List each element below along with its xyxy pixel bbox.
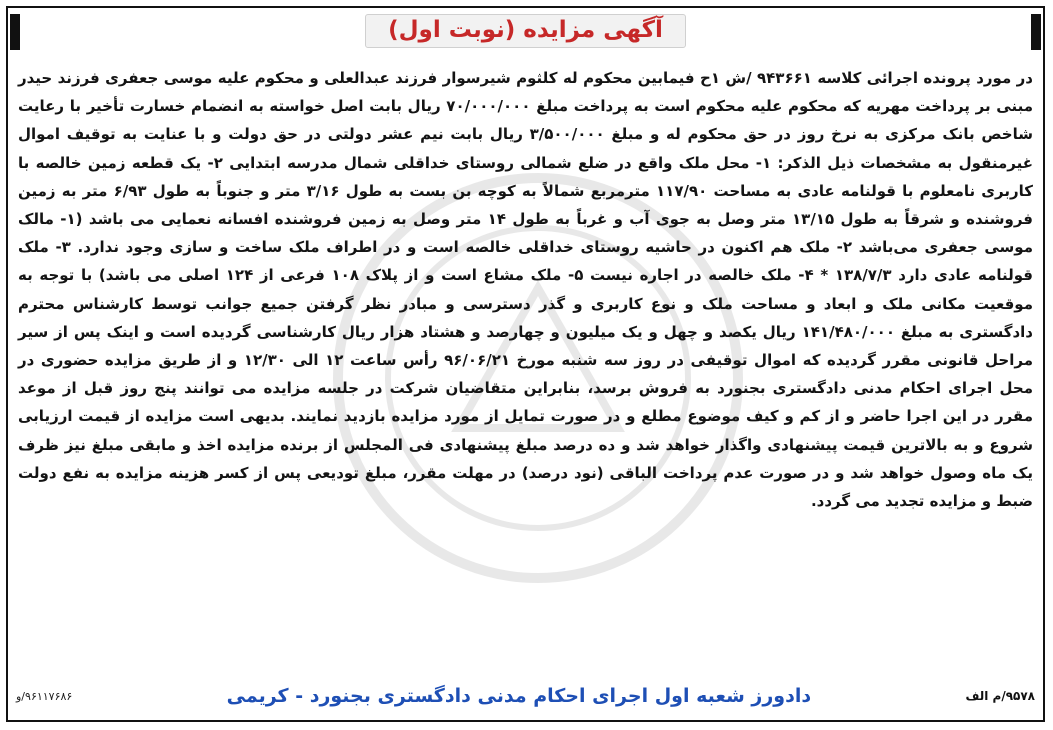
notice-frame <box>6 6 1045 722</box>
notice-footer <box>16 674 1035 718</box>
frame-corner-left <box>10 14 20 50</box>
frame-corner-right <box>1031 14 1041 50</box>
notice-body: در مورد پرونده اجرائی کلاسه ۹۴۳۶۶۱ /ش ۱ح فیمابین محکوم له کلثوم شیرسوار فرزند عبدالعلی و محکوم علیه موسی جعفری فرزند حیدر مبنی بر پرداخت مهریه که محکوم علیه محکوم است به پرداخت مبلغ ۷۰/۰۰۰/۰۰۰ ریال بابت اصل خواسته به انضمام خسارت تأخیر با رعایت شاخص بانک مرکزی به نرخ روز در حق محکوم له و مبلغ ۳/۵۰۰/۰۰۰ ریال بابت نیم عشر دولتی در حق دولت و با عنایت به توقیف اموال غیرمنقول به مشخصات ذیل الذکر: ۱- محل ملک واقع در ضلع شمالی روستای خداقلی شمال مدرسه ابتدایی ۲- یک قطعه زمین خالصه با کاربری نامعلوم با قولنامه عادی به مساحت ۱۱۷/۹۰ مترمربع شمالاً به کوچه بن بست به طول ۳/۱۶ متر و جنوباً به طول ۶/۹۳ متر به زمین فروشنده و شرقاً به طول ۱۳/۱۵ متر وصل به جوی آب و غرباً به طول ۱۴ متر وصل به زمین فروشنده افسانه نعمایی می باشد (۱- مالک موسی جعفری می‌باشد ۲- ملک هم اکنون در حاشیه روستای خداقلی خالصه است و در اطراف ملک ساخت و سازی وجود ندارد. ۳- ملک قولنامه عادی دارد ۱۳۸/۷/۳ * ۴- ملک خالصه در اجاره نیست ۵- ملک مشاع است و از پلاک ۱۰۸ فرعی از ۱۲۴ اصلی می باشد) با توجه به موقعیت مکانی ملک و ابعاد و مساحت ملک و نوع کاربری و گذر دسترسی و مبادر نظر گرفتن جمیع جوانب توسط کارشناس محترم دادگستری به مبلغ ۱۴۱/۴۸۰/۰۰۰ ریال یکصد و چهل و یک میلیون و چهارصد و هشتاد هزار ریال کارشناسی گردیده است و اینک پس از سیر مراحل قانونی مقرر گردیده که اموال توقیفی در روز سه شنبه مورخ ۹۶/۰۶/۲۱ رأس ساعت ۱۲ الی ۱۲/۳۰ و از طریق مزایده حضوری در محل اجرای احکام مدنی دادگستری بجنورد به فروش برسد، بنابراین متقاضیان شرکت در جلسه مزایده می توانند پنج روز قبل از موعد مقرر در این اجرا حاضر و از کم و کیف موضوع مطلع و در صورت تمایل از مورد مزایده بازدید نمایند. بدیهی است مزایده از قیمت ارزیابی شروع و به بالاترین قیمت پیشنهادی واگذار خواهد شد و ده درصد مبلغ پیشنهادی فی المجلس از برنده مزایده اخذ و مابقی مبلغ نیز ظرف یک ماه وصول خواهد شد و در صورت عدم پرداخت الباقی (نود درصد) در مهلت مقرر، مبلغ تودیعی پس از کسر هزینه مزایده به نفع دولت ضبط و مزایده تجدید می گردد. <box>18 69 1034 511</box>
signature: دادورز شعبه اول اجرای احکام مدنی دادگستری بجنورد - کریمی <box>226 685 812 707</box>
notice-title: آگهی مزایده (نوبت اول) <box>388 17 663 43</box>
title-bar <box>24 12 1027 50</box>
title-box <box>365 14 686 48</box>
notice-code: ۹۵۷۸/م الف <box>965 689 1035 703</box>
reference-number: ۹۶۱۱۷۶۸۶/و <box>16 689 73 703</box>
